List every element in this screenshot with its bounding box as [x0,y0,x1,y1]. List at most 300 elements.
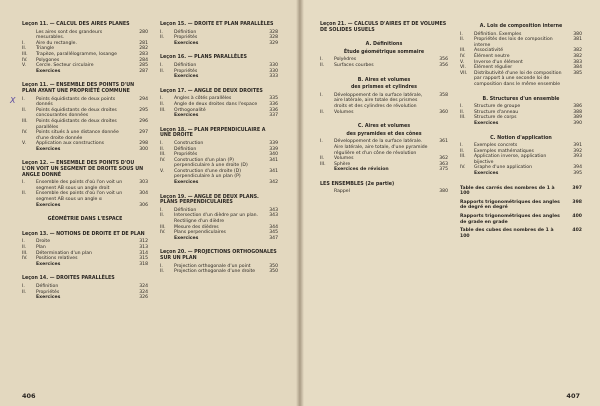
entry-text: Rapports trigonométriques des angles de grade en grade [460,214,560,225]
exercises-entry [22,262,148,268]
subsection-title: B. Aires et volumes [357,77,411,83]
entry-text: Points situés à une distance donnée d'une droite donnée [36,130,119,141]
entry-text: Plan [36,245,46,250]
entry-text: Rapports trigonométriques des angles de degré en degré [460,199,560,211]
entry-numeral: II. [460,148,465,154]
entry-numeral: II. [22,107,27,113]
entry-text: Exemples mathématiques [474,148,534,154]
entry-text: Propriétés des lois de composition interne [474,37,553,48]
entry-page: 339 [269,146,278,152]
entry-page: 324 [139,289,148,295]
entry-numeral: I. [22,239,25,245]
lesson-title: Leçon 16. — PLANS PARALLÈLES [160,55,247,61]
entry-page: 380 [439,189,448,195]
entry-text: Mesure des dièdres [174,224,219,230]
entry-text: Rappel [334,189,350,195]
toc-block [460,24,582,88]
lesson-title: Leçon 19. — ANGLE DE DEUX PLANS. PLANS PERPENDICULAIRES [160,194,259,206]
entry-text: Définition [174,62,197,68]
entry-numeral: IV. [22,256,28,262]
entry-numeral: II. [460,109,465,115]
entry-numeral: III. [460,48,466,54]
toc-block [460,186,582,240]
toc-block [22,276,148,300]
exercises-entry [22,69,148,75]
entry-text: Surfaces courbes [334,62,374,68]
toc-entry [320,189,448,195]
exercises-page: 395 [573,171,582,177]
entry-page: 298 [139,141,148,147]
entry-numeral: II. [22,245,27,250]
entry-page: 356 [439,62,448,68]
exercises-label: Exercices [36,261,61,267]
toc-entry [160,213,278,224]
entry-page: 282 [139,46,148,52]
lesson-title: Leçon 17. — ANGLE DE DEUX DROITES [160,88,263,94]
entry-text: Construction d'un plan (P) perpendiculaire à une droite (D) [174,157,248,169]
entry-page: 336 [269,101,278,107]
toc-entry [320,93,448,110]
entry-numeral: II. [460,37,465,43]
entry-page: 313 [139,245,148,250]
entry-numeral: II. [160,68,165,74]
entry-numeral: III. [460,154,466,160]
entry-numeral: II. [160,146,165,152]
exercises-page: 287 [139,68,148,74]
entry-text: Construction [174,140,204,146]
subsection-title: A. Définitions [365,42,403,48]
section-title: GÉOMÉTRIE DANS L'ESPACE [47,217,123,223]
entry-page: 303 [139,180,148,186]
entry-page: 350 [269,269,278,275]
entry-text: Graphe d'une application [474,165,533,171]
entry-numeral: III. [22,250,28,256]
entry-numeral [22,30,36,41]
pen-mark: X [10,96,16,105]
entry-text: Sphère [334,161,351,167]
entry-page: 296 [139,118,148,124]
toc-entry [460,37,582,48]
entry-page: 397 [572,185,582,191]
entry-text: Développement de la surface latérale, aire latérale, aire totale des prismes droits et des cylindres de révolution [334,92,423,109]
lesson-title: Leçon 15. — DROITE ET PLAN PARALLÈLES [160,22,274,27]
toc-entry [460,154,582,165]
lesson-title: Leçon 11. — ENSEMBLE DES POINTS D'UN PLAN AYANT UNE PROPRIÉTÉ COMMUNE [22,83,135,94]
entry-text: Construction d'une droite (D) perpendiculaire à un plan (P) [174,168,241,180]
right-column-2 [460,22,582,248]
entry-text: Propriétés [36,289,60,295]
entry-numeral: I. [160,263,163,269]
exercises-entry [160,236,278,242]
entry-numeral: IV. [460,165,466,171]
toc-entry [22,97,148,108]
lesson-title: Leçon 12. — ENSEMBLE DES POINTS D'OU L'ON VOIT UN SEGMENT DE DROITE SOUS UN ANGLE DONNÉ [22,161,144,178]
exercises-page: 318 [139,261,148,267]
entry-page: 393 [573,154,582,160]
entry-numeral: V. [22,141,27,147]
toc-block [320,124,448,173]
entry-text: Polygones [36,57,60,63]
entry-text: Structure de corps [474,115,517,121]
toc-block [160,22,278,46]
entry-numeral: II. [160,35,165,41]
entry-text: Associativité [474,48,504,54]
entry-numeral: V. [22,63,27,69]
entry-numeral: II. [22,191,27,197]
entry-text: Ensemble des points d'où l'on voit un segment AB sous un angle droit [36,180,123,191]
entry-numeral: III. [160,224,166,230]
exercises-entry [22,295,148,301]
toc-block [22,232,148,268]
entry-page: 328 [269,35,278,41]
book-gutter [296,0,304,406]
exercises-page: 375 [439,167,448,173]
exercises-entry [22,147,148,153]
lesson-title: Leçon 11. — CALCUL DES AIRES PLANES [22,22,130,27]
entry-text: Volumes [334,156,354,162]
entry-numeral: I. [160,207,163,213]
entry-page: 328 [269,29,278,35]
entry-text: Table des carrés des nombres de 1 à 100 [460,185,555,197]
entry-page: 312 [139,239,148,245]
entry-page: 383 [573,59,582,65]
entry-page: 281 [139,40,148,46]
entry-page: 343 [269,213,278,219]
entry-text: Structure de groupe [474,104,521,110]
entry-numeral: II. [320,156,325,162]
entry-numeral: I. [22,180,25,186]
entry-text: Angles à côtés parallèles [174,96,232,102]
entry-page: 400 [572,214,582,220]
entry-numeral: IV. [460,53,466,59]
lesson-title: Leçon 14. — DROITES PARALLÈLES [22,276,115,282]
entry-numeral: I. [160,62,163,68]
entry-page: 340 [269,152,278,158]
entry-text: Définition. Exemples [474,31,522,37]
toc-block [22,22,148,74]
entry-text: Application inverse, application bijective [474,154,547,165]
entry-page: 363 [439,161,448,167]
toc-entry [460,71,582,88]
entry-numeral: II. [320,109,325,115]
entry-numeral: V. [160,168,165,174]
entry-numeral: I. [160,29,163,35]
entry-numeral: II. [160,269,165,275]
toc-block [320,42,448,68]
toc-entry [22,130,148,141]
entry-numeral: I. [320,92,323,98]
entry-page: 392 [573,148,582,154]
exercises-label: Exercices [36,202,61,208]
exercises-label: Exercices [36,146,61,152]
entry-page: 391 [573,143,582,149]
exercises-entry [160,180,278,186]
toc-entry [22,119,148,130]
toc-block [22,217,148,223]
entry-page: 341 [269,168,278,174]
entry-text: Positions relatives [36,256,78,262]
entry-text: Distributivité d'une loi de composition par rapport à une seconde loi de composition dans le même ensemble [474,70,562,87]
toc-block [160,195,278,242]
entry-page: 386 [573,104,582,110]
entry-page: 382 [573,53,582,59]
entry-numeral: V. [460,59,465,65]
entry-text: Élément régulier [474,65,513,71]
entry-text: Ensemble des points d'où l'on voit un segment AB sous un angle α [36,191,123,203]
entry-numeral [320,189,334,195]
entry-text: Définition [174,207,197,213]
entry-numeral: I. [320,57,323,63]
entry-numeral: III. [22,118,28,124]
toc-entry [160,169,278,180]
toc-block [22,161,148,208]
entry-text: Exemples concrets [474,143,518,149]
entry-page: 382 [573,48,582,54]
entry-numeral: III. [160,152,166,158]
toc-entry [320,110,448,116]
entry-text: Propriétés [174,35,198,41]
exercises-page: 347 [269,235,278,241]
entry-page: 330 [269,62,278,68]
entry-page: 362 [439,156,448,162]
entry-page: 345 [269,230,278,236]
entry-page: 343 [269,207,278,213]
entry-numeral: III. [320,161,326,167]
toc-entry [320,139,448,156]
entry-text: Points équidistants de deux points donnés [36,96,116,108]
exercises-label: Exercices [174,74,199,80]
toc-entry [460,214,582,225]
entry-numeral: VII. [460,70,468,76]
toc-entry [22,191,148,202]
subsection-title: C. Aires et volumes [357,124,411,130]
entry-page: 402 [572,228,582,234]
exercises-entry [460,171,582,177]
exercises-label: Exercices [36,68,61,74]
exercises-label: Exercices [174,235,199,241]
entry-page: 344 [269,224,278,230]
toc-block [320,22,448,33]
exercises-page: 300 [139,146,148,152]
subsection-subtitle: des pyramides et des cônes [346,131,422,137]
left-column-2 [160,22,278,284]
toc-block [160,89,278,119]
lesson-title: Leçon 20. — PROJECTIONS ORTHOGONALES SUR UN PLAN [160,250,277,261]
entry-text: Définition [174,146,197,152]
entry-numeral: III. [460,115,466,121]
entry-page: 394 [573,165,582,171]
toc-entry [22,30,148,41]
entry-text: Intersection d'un dièdre par un plan. Rectiligne d'un dièdre [174,213,258,225]
entry-page: 341 [269,157,278,163]
entry-page: 361 [439,139,448,145]
entry-numeral: IV. [22,130,28,136]
entry-text: Structure d'anneau [474,109,519,115]
entry-numeral: I. [460,104,463,110]
toc-block [160,250,278,274]
entry-text: Propriétés [174,152,198,158]
entry-text: Inverse d'un élément [474,59,523,65]
exercises-page: 326 [139,295,148,301]
entry-text: Aire du rectangle. [36,40,77,46]
entry-page: 384 [573,65,582,71]
right-column-1 [320,22,448,204]
entry-text: Définition [174,29,197,35]
entry-text: Plans perpendiculaires [174,230,226,236]
entry-page: 330 [269,68,278,74]
toc-block [160,55,278,79]
toc-block [320,182,448,195]
exercises-entry [160,74,278,80]
subsection-subtitle: Étude géométrique sommaire [343,49,425,55]
entry-page: 297 [139,130,148,136]
entry-page: 294 [139,96,148,102]
entry-page: 324 [139,283,148,289]
exercises-label: Exercices [474,120,499,126]
subsection-title: B. Structures d'un ensemble [482,96,560,102]
entry-text: Élément neutre [474,53,510,59]
exercises-entry [160,41,278,47]
entry-text: Points équidistants de deux droites concourantes données [36,107,117,119]
entry-numeral: II. [22,46,27,52]
exercises-entry [22,203,148,209]
exercises-label: Exercices [174,40,199,46]
toc-entry [160,269,278,275]
exercises-entry [320,167,448,173]
exercises-page: 329 [269,40,278,46]
entry-text: Projection orthogonale d'une droite [174,269,256,275]
entry-text: Orthogonalité [174,107,206,113]
entry-page: 356 [439,57,448,63]
lesson-title: Leçon 21. — CALCULS D'AIRES ET DE VOLUMES DE SOLIDES USUELS [320,22,447,33]
exercises-page: 333 [269,74,278,80]
left-column-1 [22,22,148,310]
toc-entry [460,186,582,197]
entry-text: Volumes [334,109,354,115]
entry-numeral: II. [22,289,27,295]
page-number-right: 407 [566,392,580,400]
entry-numeral: I. [460,143,463,149]
toc-block [460,136,582,177]
entry-page: 295 [139,107,148,113]
entry-page: 350 [269,263,278,269]
entry-text: Points équidistants de deux droites parallèles [36,118,117,130]
exercises-label: Exercices [174,180,199,186]
entry-page: 280 [139,29,148,35]
entry-numeral: II. [160,101,165,107]
entry-numeral: IV. [22,57,28,63]
entry-numeral: IV. [160,230,166,236]
entry-numeral: I. [160,140,163,146]
exercises-page: 306 [139,202,148,208]
entry-numeral: III. [22,51,28,57]
entry-page: 285 [139,63,148,69]
exercises-label: Exercices [474,171,499,177]
lesson-title: Leçon 18. — PLAN PERPENDICULAIRE A UNE DROITE [160,127,266,139]
entry-text: Développement de la surface latérale. Aire latérale, aire totale, d'une pyramide régulière et d'un cône de révolution [334,139,428,156]
toc-entry [320,63,448,69]
entry-numeral: I. [320,139,323,145]
entry-text: Polyèdres [334,57,357,63]
toc-block [320,78,448,116]
entry-page: 381 [573,37,582,43]
entry-text: Propriétés [174,68,198,74]
toc-block [22,83,148,152]
entry-page: 385 [573,70,582,76]
entry-page: 314 [139,250,148,256]
exercises-label: Exercices de révision [334,167,389,173]
toc-block [160,128,278,186]
entry-numeral: II. [320,62,325,68]
toc-entry [460,228,582,239]
toc-block [460,97,582,127]
page-number-left: 406 [22,392,36,400]
entry-text: Table des cubes des nombres de 1 à 100 [460,228,554,239]
lesson-title: LES ENSEMBLES (2e partie) [320,181,395,187]
exercises-label: Exercices [36,295,61,301]
exercises-page: 390 [573,120,582,126]
exercises-label: Exercices [174,113,199,119]
lesson-title: Leçon 13. — NOTIONS DE DROITE ET DE PLAN [22,231,145,237]
subsection-subtitle: des prismes et cylindres [350,85,418,91]
entry-text: Trapèze, parallélogramme, losange [36,51,117,57]
entry-text: Droite [36,239,51,245]
entry-text: Triangle [36,46,55,52]
entry-page: 380 [573,31,582,37]
entry-page: 389 [573,115,582,121]
entry-text: Les aires sont des grandeurs mesurables. [36,29,103,41]
entry-page: 388 [573,109,582,115]
entry-page: 339 [269,140,278,146]
entry-numeral: I. [22,283,25,289]
right-page [300,0,600,406]
exercises-page: 337 [269,113,278,119]
entry-page: 398 [572,199,582,205]
toc-entry [22,180,148,191]
entry-page: 335 [269,96,278,102]
entry-page: 336 [269,107,278,113]
toc-entry [460,200,582,211]
entry-page: 358 [439,92,448,98]
exercises-page: 342 [269,180,278,186]
entry-text: Application aux constructions [36,141,104,147]
entry-numeral: I. [460,31,463,37]
entry-page: 284 [139,57,148,63]
entry-numeral: IV. [160,157,166,163]
entry-numeral: II. [160,213,165,219]
entry-numeral: III. [160,107,166,113]
entry-page: 304 [139,191,148,197]
entry-numeral: VI. [460,65,466,71]
entry-text: Angle de deux droites dans l'espace [174,101,258,107]
entry-page: 360 [439,109,448,115]
entry-text: Cercle. Secteur circulaire [36,63,94,69]
subsection-title: C. Notion d'application [490,135,552,141]
exercises-entry [160,113,278,119]
toc-entry [160,158,278,169]
toc-entry [22,108,148,119]
entry-page: 315 [139,256,148,262]
entry-numeral: I. [22,96,25,102]
subsection-title: A. Lois de composition interne [479,24,563,29]
entry-numeral: I. [160,96,163,102]
entry-numeral: I. [22,40,25,46]
entry-text: Définition [36,283,59,289]
entry-text: Détermination d'un plan [36,250,92,256]
entry-page: 283 [139,51,148,57]
exercises-entry [460,121,582,127]
entry-text: Projection orthogonale d'un point [174,263,251,269]
